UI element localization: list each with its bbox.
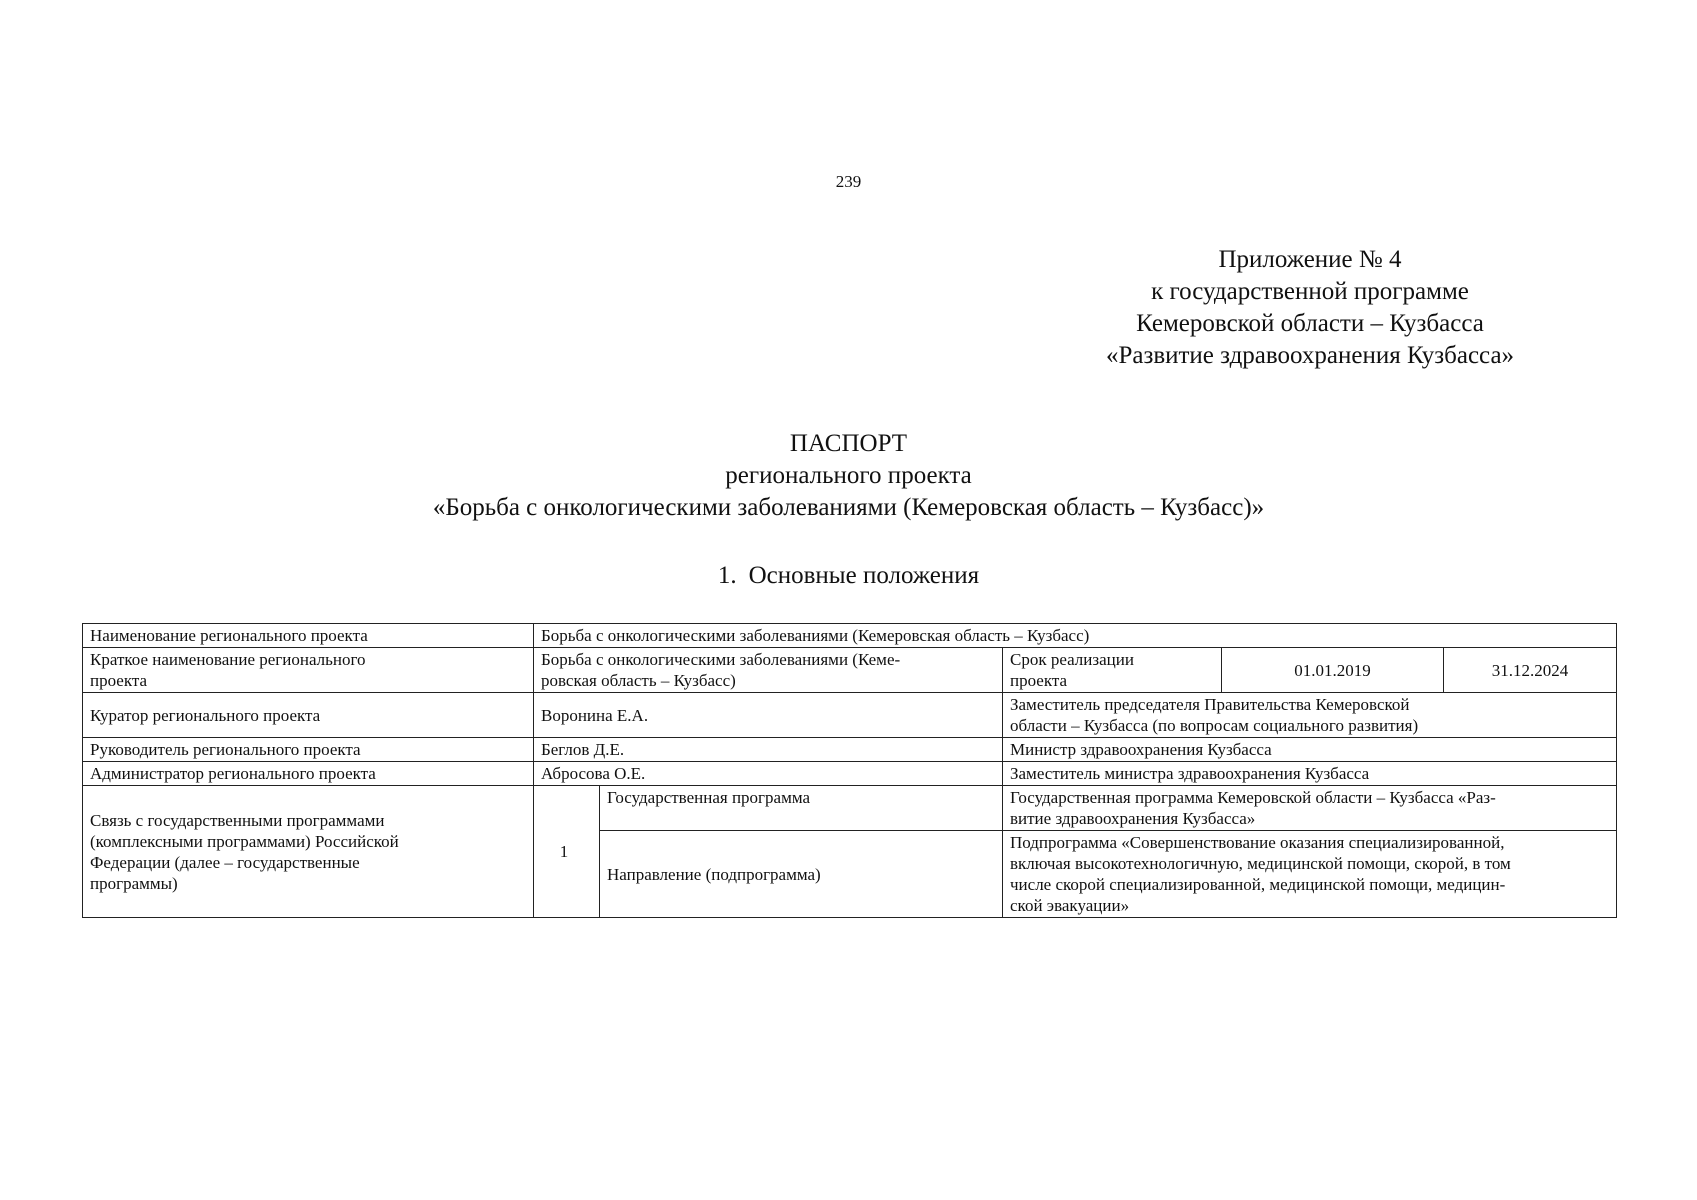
passport-heading [0,428,1697,524]
section-name: Основные положения [748,562,980,589]
person-name: Абросова О.Е. [534,762,1003,786]
direction-label: Направление (подпрограмма) [600,831,1003,918]
direction-value: Подпрограмма «Совершенствование оказания специализированной, включая высокотехнологичную, медицинской помощи, скорой, в том числе скорой специализированной, медицинской помощи, медицин- ской эвакуации» [1003,831,1617,918]
row-label: Связь с государственными программами (комплексными программами) Российской Федерации (далее – государственные программы) [83,786,534,918]
appendix-block [1040,244,1580,372]
program-label: Государственная программа [600,786,1003,831]
page-number: 239 [835,172,862,191]
row-value: Борьба с онкологическими заболеваниями (Кеме- ровская область – Кузбасс) [534,648,1003,693]
passport-title: ПАСПОРТ [789,430,908,457]
appendix-line: «Развитие здравоохранения Кузбасса» [1105,342,1515,369]
term-label: Срок реализации проекта [1003,648,1222,693]
row-label: Наименование регионального проекта [83,624,534,648]
end-date: 31.12.2024 [1444,648,1617,693]
project-name: «Борьба с онкологическими заболеваниями (Кемеровская область – Кузбасс)» [432,494,1265,521]
program-value: Государственная программа Кемеровской области – Кузбасса «Раз- витие здравоохранения Кузбасса» [1003,786,1617,831]
table-row [83,693,1617,738]
main-provisions-table [82,623,1617,918]
person-position: Заместитель министра здравоохранения Кузбасса [1003,762,1617,786]
person-position: Министр здравоохранения Кузбасса [1003,738,1617,762]
row-value: Борьба с онкологическими заболеваниями (Кемеровская область – Кузбасс) [534,624,1617,648]
table-row [83,738,1617,762]
passport-subtitle: регионального проекта [725,462,972,489]
table-row [83,648,1617,693]
appendix-line: Приложение № 4 [1218,246,1402,273]
appendix-line: к государственной программе [1151,278,1469,305]
table-row [83,762,1617,786]
table-row [83,786,1617,831]
person-position: Заместитель председателя Правительства Кемеровской области – Кузбасса (по вопросам социального развития) [1003,693,1617,738]
row-label: Краткое наименование регионального проекта [83,648,534,693]
section-title [0,560,1697,592]
row-label: Администратор регионального проекта [83,762,534,786]
program-number: 1 [534,786,600,918]
section-number: 1. [717,562,737,589]
person-name: Воронина Е.А. [534,693,1003,738]
appendix-line: Кемеровской области – Кузбасса [1136,310,1484,337]
row-label: Куратор регионального проекта [83,693,534,738]
table-row [83,624,1617,648]
person-name: Беглов Д.Е. [534,738,1003,762]
start-date: 01.01.2019 [1222,648,1444,693]
row-label: Руководитель регионального проекта [83,738,534,762]
